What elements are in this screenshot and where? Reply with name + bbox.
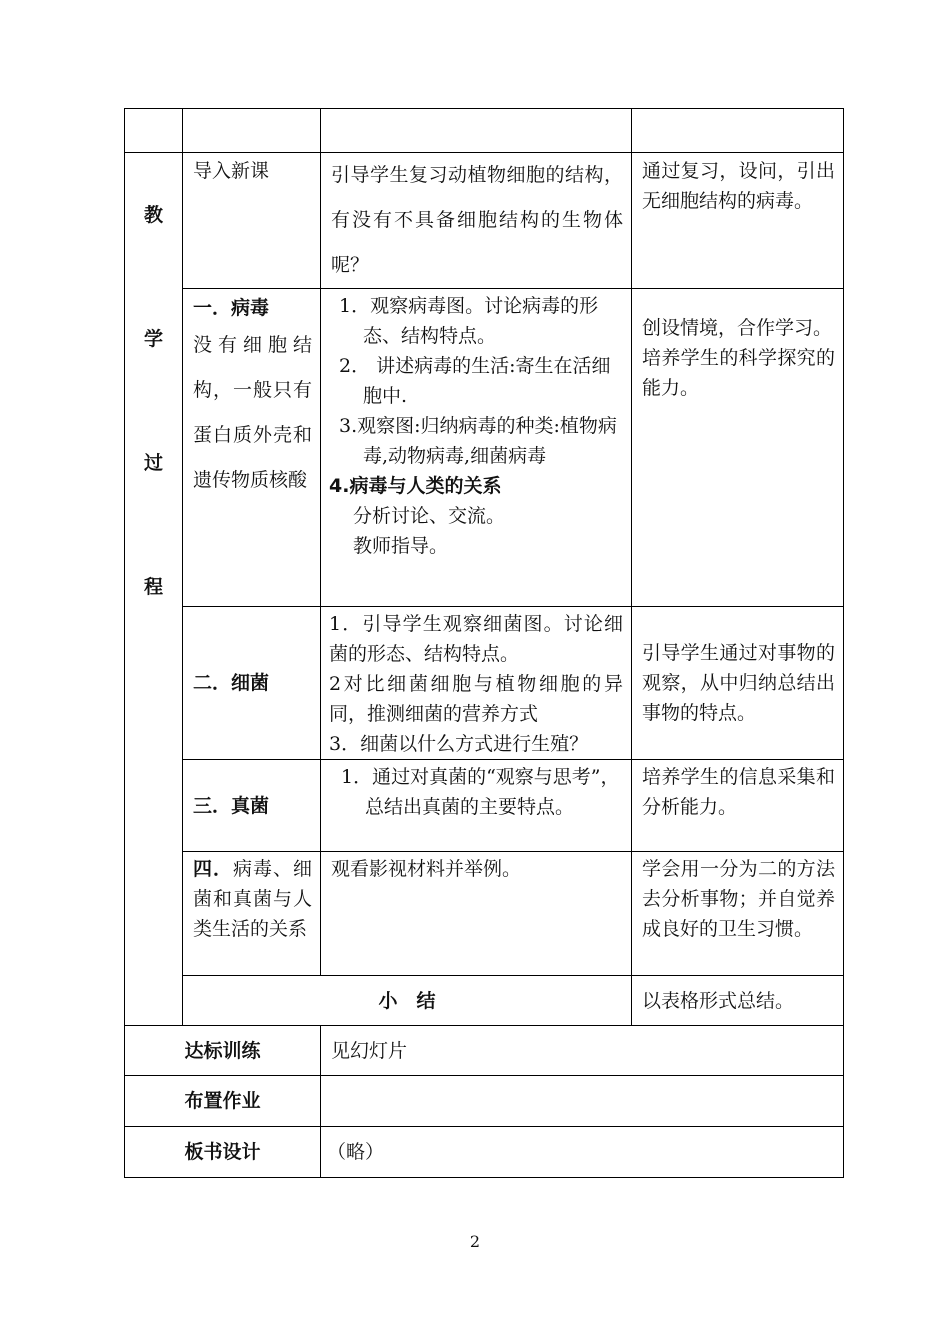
intro-intent: 通过复习，设问，引出无细胞结构的病毒。 xyxy=(642,160,835,212)
relation-title-text: 病毒、细菌和真菌与人类生活的关系 xyxy=(193,858,312,940)
row-virus xyxy=(125,289,844,607)
side-label-cell xyxy=(125,153,183,1026)
row-bacteria xyxy=(125,607,844,760)
virus-intent-cell xyxy=(632,289,844,607)
virus-intent-2: 培养学生的科学探究的能力。 xyxy=(642,347,835,399)
virus-activity-2: 2． 讲述病毒的生活:寄生在活细胞中. xyxy=(339,355,611,407)
virus-activity-1: 1．观察病毒图。讨论病毒的形态、结构特点。 xyxy=(339,295,599,347)
virus-activity-cell xyxy=(321,289,632,607)
footer-row xyxy=(125,1127,844,1178)
footer-row xyxy=(125,1026,844,1076)
row-intro xyxy=(125,153,844,289)
virus-intent-1: 创设情境，合作学习。 xyxy=(642,317,833,339)
side-label-char: 过 xyxy=(143,452,163,474)
practice-label: 达标训练 xyxy=(125,1026,321,1076)
bacteria-activity-cell xyxy=(321,607,632,760)
footer-row xyxy=(125,976,844,1026)
relation-activity: 观看影视材料并举例。 xyxy=(331,858,522,880)
summary-label: 小 结 xyxy=(183,976,632,1026)
row-relation xyxy=(125,852,844,976)
intro-intent-cell xyxy=(632,153,844,289)
homework-value xyxy=(321,1076,844,1127)
bacteria-title-cell xyxy=(183,607,321,760)
virus-activity-4-title: 4.病毒与人类的关系 xyxy=(329,475,502,497)
virus-title: 一．病毒 xyxy=(193,297,270,319)
fungi-intent-cell xyxy=(632,760,844,852)
header-cell xyxy=(183,109,321,153)
page-number: 2 xyxy=(469,1232,481,1251)
bacteria-activity-2: 2对比细菌细胞与植物细胞的异同，推测细菌的营养方式 xyxy=(329,673,623,725)
fungi-activity-1: 1．通过对真菌的“观察与思考”，总结出真菌的主要特点。 xyxy=(341,766,620,818)
virus-title-cell xyxy=(183,289,321,607)
summary-value: 以表格形式总结。 xyxy=(632,976,844,1026)
homework-label: 布置作业 xyxy=(125,1076,321,1127)
bacteria-title: 二．细菌 xyxy=(193,672,270,694)
header-cell xyxy=(632,109,844,153)
intro-activity: 引导学生复习动植物细胞的结构，有没有不具备细胞结构的生物体呢？ xyxy=(331,164,623,276)
fungi-title: 三．真菌 xyxy=(193,794,270,817)
virus-description: 没有细胞结构，一般只有蛋白质外壳和遗传物质核酸 xyxy=(193,334,312,491)
side-label-char: 程 xyxy=(143,576,163,598)
table-header-row xyxy=(125,109,844,153)
side-label-char: 学 xyxy=(143,328,163,350)
fungi-title-cell xyxy=(183,760,321,852)
intro-activity-cell xyxy=(321,153,632,289)
header-cell xyxy=(125,109,183,153)
board-design-value: （略） xyxy=(321,1127,844,1178)
virus-activity-4-a: 分析讨论、交流。 xyxy=(353,505,506,527)
footer-row xyxy=(125,1076,844,1127)
bacteria-intent: 引导学生通过对事物的观察，从中归纳总结出事物的特点。 xyxy=(642,642,835,724)
relation-title xyxy=(193,854,312,944)
bacteria-activity-1: 1．引导学生观察细菌图。讨论细菌的形态、结构特点。 xyxy=(329,613,623,665)
fungi-activity-cell xyxy=(321,760,632,852)
relation-title-cell xyxy=(183,852,321,976)
intro-title: 导入新课 xyxy=(193,160,270,182)
board-design-label: 板书设计 xyxy=(125,1127,321,1178)
relation-activity-cell xyxy=(321,852,632,976)
lesson-plan-table xyxy=(124,108,844,1178)
bacteria-intent-cell xyxy=(632,607,844,760)
row-fungi xyxy=(125,760,844,852)
relation-intent-cell xyxy=(632,852,844,976)
side-label-char: 教 xyxy=(143,204,163,226)
virus-activity-4-b: 教师指导。 xyxy=(353,535,449,557)
virus-activity-3: 3.观察图:归纳病毒的种类:植物病毒,动物病毒,细菌病毒 xyxy=(339,415,617,467)
bacteria-activity-3: 3．细菌以什么方式进行生殖？ xyxy=(329,733,589,755)
relation-title-number: 四． xyxy=(193,858,233,880)
practice-value: 见幻灯片 xyxy=(321,1026,844,1076)
intro-title-cell xyxy=(183,153,321,289)
header-cell xyxy=(321,109,632,153)
relation-intent: 学会用一分为二的方法去分析事物；并自觉养成良好的卫生习惯。 xyxy=(642,858,835,940)
fungi-intent: 培养学生的信息采集和分析能力。 xyxy=(642,766,835,818)
